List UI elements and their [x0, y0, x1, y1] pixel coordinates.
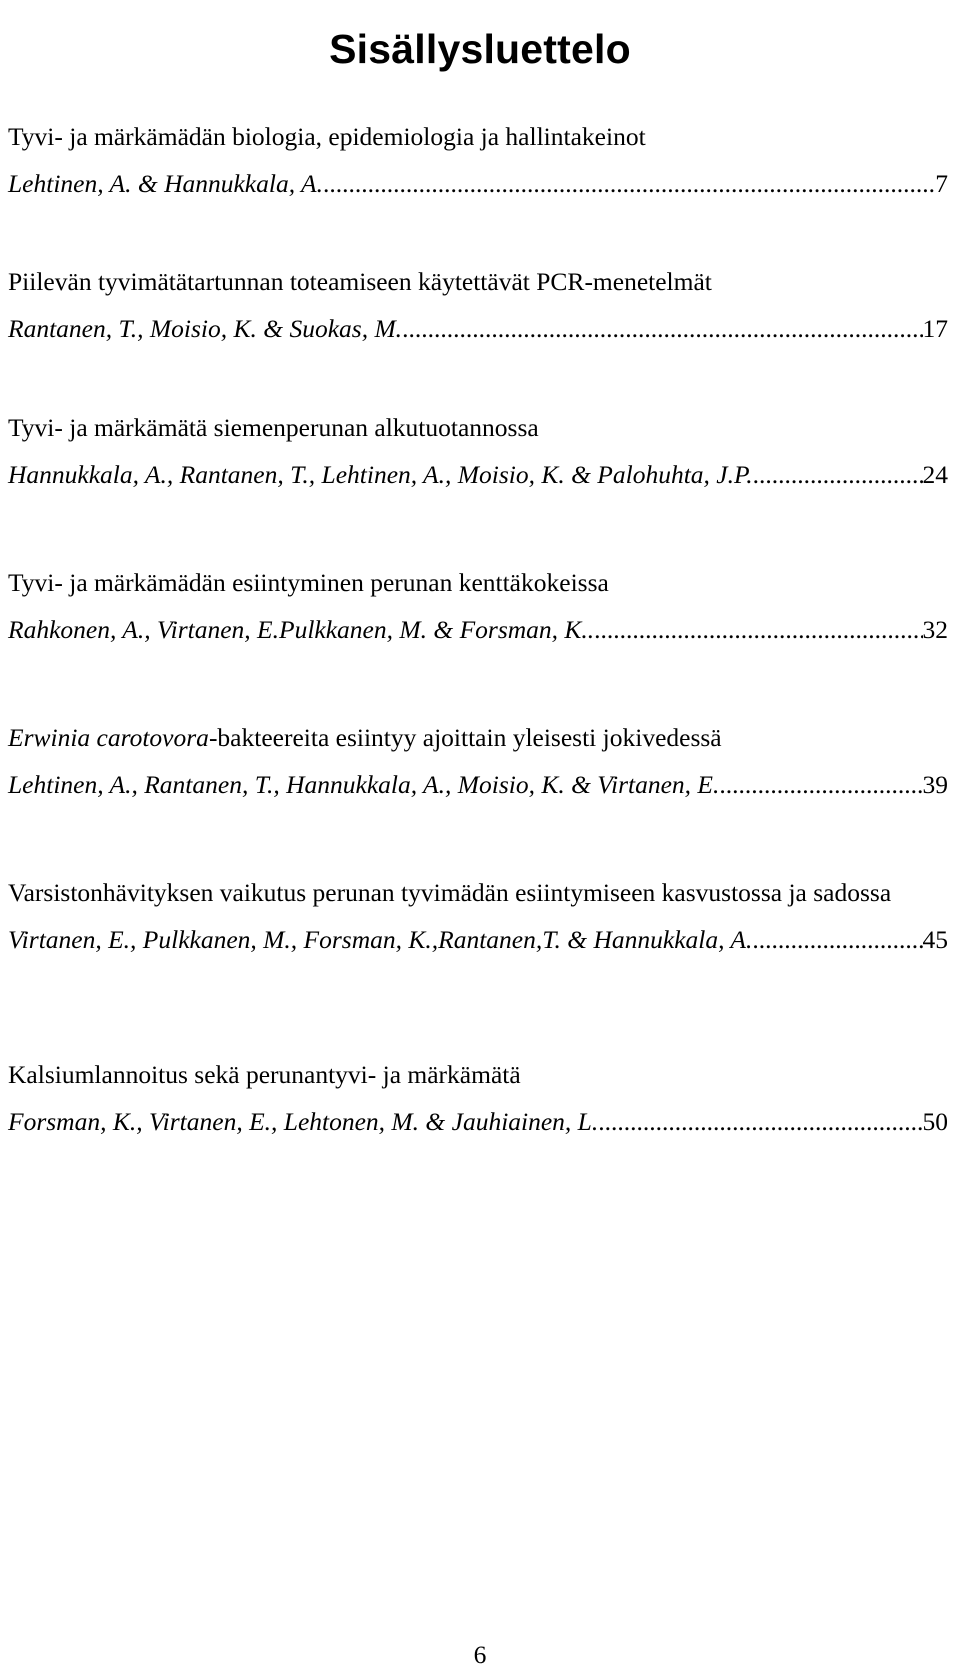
toc-entry-title: Tyvi- ja märkämätä siemenperunan alkutuotannossa [8, 413, 539, 442]
toc-entry-page: 7 [935, 169, 948, 198]
toc-entry-line[interactable] [8, 613, 948, 646]
toc-entry [8, 721, 948, 801]
toc-entry [8, 265, 948, 345]
toc-entry-authors: Rahkonen, A., Virtanen, E.Pulkkanen, M. & Forsman, K.. [8, 615, 595, 644]
toc-entry [8, 1058, 948, 1138]
toc-entry-authors: Rantanen, T., Moisio, K. & Suokas, M. [8, 314, 403, 343]
dot-leader [719, 768, 922, 801]
toc-entry-line[interactable] [8, 458, 948, 491]
toc-entry-page: 17 [922, 314, 948, 343]
toc-entry-page: 39 [922, 770, 948, 799]
page-title: Sisällysluettelo [329, 26, 631, 73]
toc-entry-authors: Hannukkala, A., Rantanen, T., Lehtinen, A., Moisio, K. & Palohuhta, J.P. [8, 460, 753, 489]
page-number: 6 [473, 1640, 487, 1669]
toc-entry [8, 566, 948, 646]
toc-entry-title: Varsistonhävityksen vaikutus perunan tyvimädän esiintymiseen kasvustossa ja sadossa [8, 878, 892, 907]
toc-entry-page: 50 [922, 1107, 948, 1136]
toc-entry-line[interactable] [8, 1105, 948, 1138]
toc-entry-line[interactable] [8, 167, 948, 200]
toc-entry-authors: Lehtinen, A., Rantanen, T., Hannukkala, A., Moisio, K. & Virtanen, E. [8, 770, 720, 799]
toc-entry-line[interactable] [8, 768, 948, 801]
toc-entry [8, 411, 948, 491]
toc-entry-title-italic: Erwinia carotovora [8, 723, 209, 752]
toc-entry-line[interactable] [8, 923, 948, 956]
dot-leader [752, 923, 922, 956]
toc-entry-title: Kalsiumlannoitus sekä perunantyvi- ja märkämätä [8, 1060, 521, 1089]
toc-entry-page: 45 [922, 925, 948, 954]
toc-entry-title [8, 721, 948, 754]
toc-entry-title: Piilevän tyvimätätartunnan toteamiseen käytettävät PCR-menetelmät [8, 267, 712, 296]
toc-entry-authors: Virtanen, E., Pulkkanen, M., Forsman, K.,Rantanen,T. & Hannukkala, A. [8, 925, 753, 954]
toc-entry-page: 24 [922, 460, 948, 489]
dot-leader [323, 167, 935, 200]
dot-leader [753, 458, 923, 491]
toc-entry-authors: Lehtinen, A. & Hannukkala, A. [8, 169, 323, 198]
toc-entry [8, 120, 948, 200]
dot-leader [594, 613, 922, 646]
dot-leader [402, 312, 922, 345]
toc-entry-title: Tyvi- ja märkämädän biologia, epidemiologia ja hallintakeinot [8, 122, 646, 151]
toc-entry-authors: Forsman, K., Virtanen, E., Lehtonen, M. & Jauhiainen, L. [8, 1107, 599, 1136]
dot-leader [598, 1105, 922, 1138]
toc-entry-title: Tyvi- ja märkämädän esiintyminen perunan kenttäkokeissa [8, 568, 609, 597]
toc-entry [8, 876, 948, 956]
toc-entry-title-rest: -bakteereita esiintyy ajoittain yleisesti jokivedessä [208, 723, 722, 752]
toc-entry-page: 32 [922, 615, 948, 644]
toc-entry-line[interactable] [8, 312, 948, 345]
